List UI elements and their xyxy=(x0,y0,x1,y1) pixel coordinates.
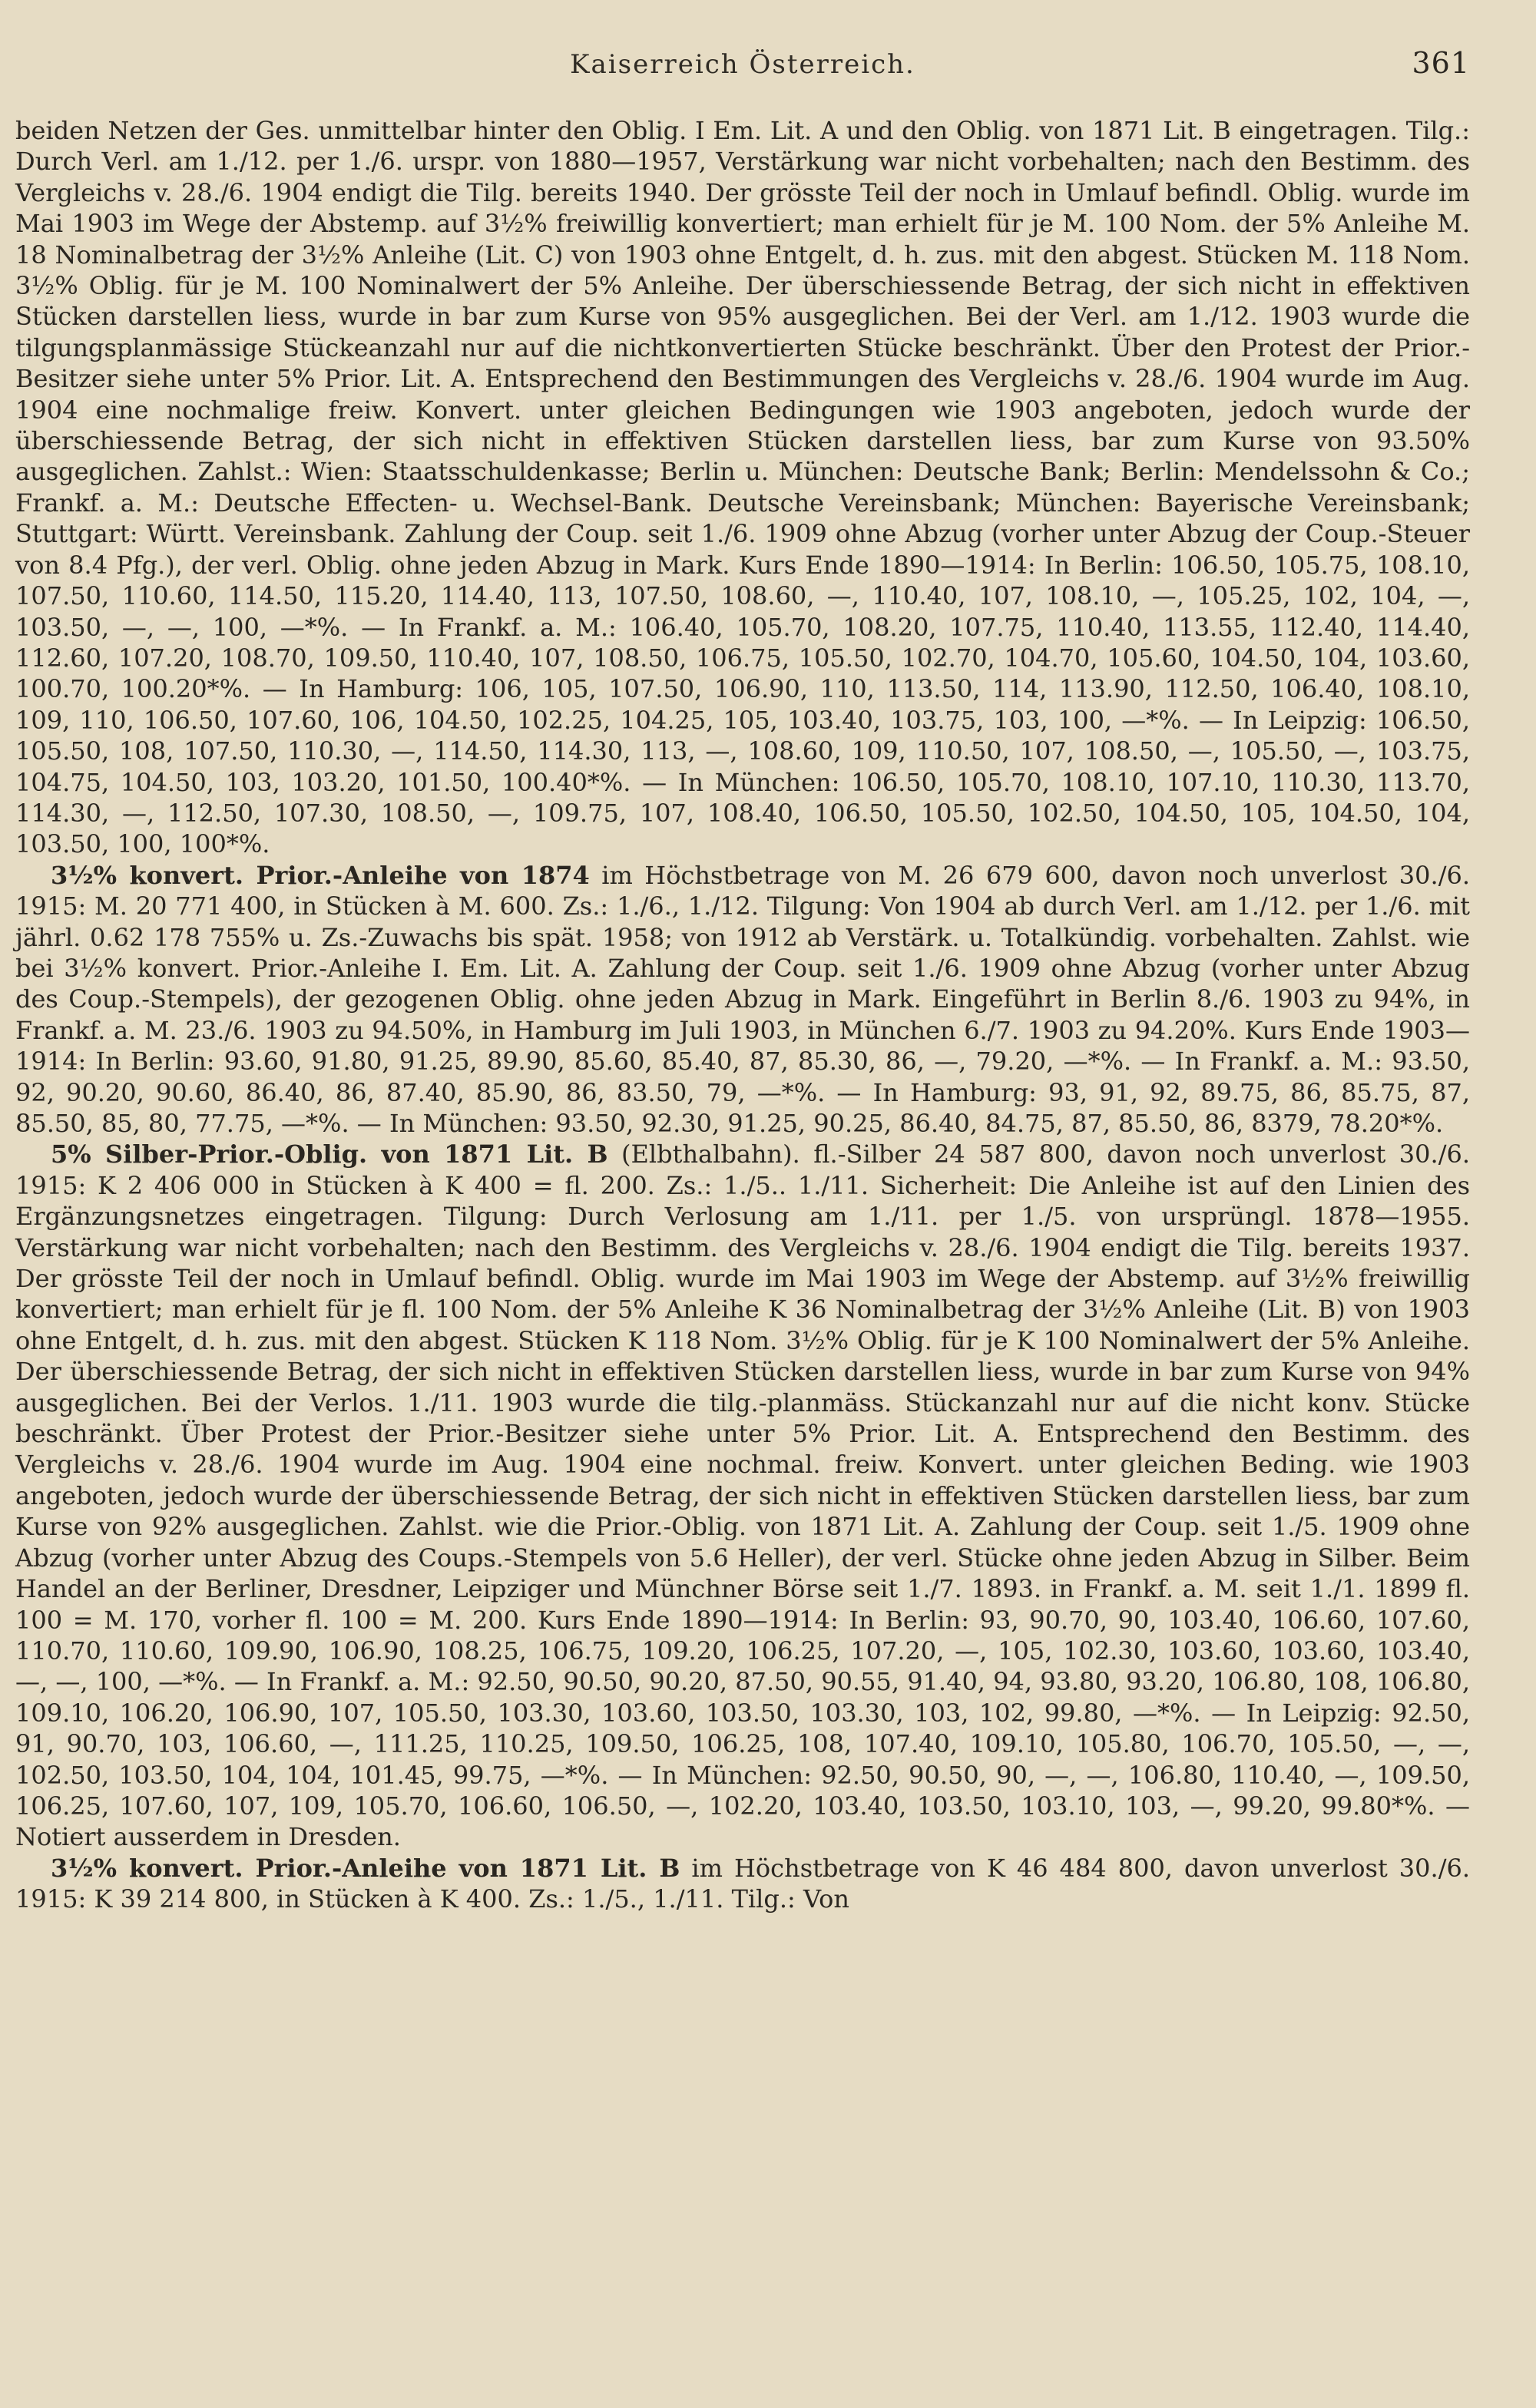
body-text xyxy=(15,115,1470,1915)
paragraph-anleihe-1871-lit-b xyxy=(15,1853,1470,1915)
paragraph-text: im Höchstbetrage von K 46 484 800, davon unverlost 30./6. 1915: K 39 214 800, in Stücken à K 400. Zs.: 1./5., 1./11. Tilg.: Von xyxy=(15,1853,1470,1914)
paragraph-heading: 3½% konvert. Prior.-Anleihe von 1874 xyxy=(51,860,590,890)
paragraph-text: beiden Netzen der Ges. unmittelbar hinter den Oblig. I Em. Lit. A und den Oblig. von 1871 Lit. B eingetragen. Tilg.: Durch Verl. am 1./12. per 1./6. urspr. von 1880—1957, Verstärkung war nicht vorbehalten; nach den Bestimm. des Vergleichs v. 28./6. 1904 endigt die Tilg. bereits 1940. Der grösste Teil der noch in Umlauf befindl. Oblig. wurde im Mai 1903 im Wege der Abstemp. auf 3½% freiwillig konvertiert; man erhielt für je M. 100 Nom. der 5% Anleihe M. 18 Nominalbetrag der 3½% Anleihe (Lit. C) von 1903 ohne Entgelt, d. h. zus. mit den abgest. Stücken M. 118 Nom. 3½% Oblig. für je M. 100 Nominalwert der 5% Anleihe. Der überschiessende Betrag, der sich nicht in effektiven Stücken darstellen liess, wurde in bar zum Kurse von 95% ausgeglichen. Bei der Verl. am 1./12. 1903 wurde die tilgungsplanmässige Stückeanzahl nur auf die nichtkonvertierten Stücke beschränkt. Über den Protest der Prior.-Besitzer siehe unter 5% Prior. Lit. A. Entsprechend den Bestimmungen des Vergleichs v. 28./6. 1904 wurde im Aug. 1904 eine nochmalige freiw. Konvert. unter gleichen Bedingungen wie 1903 angeboten, jedoch wurde der überschiessende Betrag, der sich nicht in effektiven Stücken darstellen liess, bar zum Kurse von 93.50% ausgeglichen. Zahlst.: Wien: Staatsschuldenkasse; Berlin u. München: Deutsche Bank; Berlin: Mendelssohn & Co.; Frankf. a. M.: Deutsche Effecten- u. Wechsel-Bank. Deutsche Vereinsbank; München: Bayerische Vereinsbank; Stuttgart: Württ. Vereinsbank. Zahlung der Coup. seit 1./6. 1909 ohne Abzug (vorher unter Abzug der Coup.-Steuer von 8.4 Pfg.), der verl. Oblig. ohne jeden Abzug in Mark. Kurs Ende 1890—1914: In Berlin: 106.50, 105.75, 108.10, 107.50, 110.60, 114.50, 115.20, 114.40, 113, 107.50, 108.60, —, 110.40, 107, 108.10, —, 105.25, 102, 104, —, 103.50, —, —, 100, —*%. — In Frankf. a. M.: 106.40, 105.70, 108.20, 107.75, 110.40, 113.55, 112.40, 114.40, 112.60, 107.20, 108.70, 109.50, 110.40, 107, 108.50, 106.75, 105.50, 102.70, 104.70, 105.60, 104.50, 104, 103.60, 100.70, 100.20*%. — In Hamburg: 106, 105, 107.50, 106.90, 110, 113.50, 114, 113.90, 112.50, 106.40, 108.10, 109, 110, 106.50, 107.60, 106, 104.50, 102.25, 104.25, 105, 103.40, 103.75, 103, 100, —*%. — In Leipzig: 106.50, 105.50, 108, 107.50, 110.30, —, 114.50, 114.30, 113, —, 108.60, 109, 110.50, 107, 108.50, —, 105.50, —, 103.75, 104.75, 104.50, 103, 103.20, 101.50, 100.40*%. — In München: 106.50, 105.70, 108.10, 107.10, 110.30, 113.70, 114.30, —, 112.50, 107.30, 108.50, —, 109.75, 107, 108.40, 106.50, 105.50, 102.50, 104.50, 105, 104.50, 104, 103.50, 100, 100*%. xyxy=(15,116,1470,859)
paragraph-text: im Höchstbetrage von M. 26 679 600, davon noch unverlost 30./6. 1915: M. 20 771 400, in Stücken à M. 600. Zs.: 1./6., 1./12. Tilgung: Von 1904 ab durch Verl. am 1./12. per 1./6. mit jährl. 0.62 178 755% u. Zs.-Zuwachs bis spät. 1958; von 1912 ab Verstärk. u. Totalkündig. vorbehalten. Zahlst. wie bei 3½% konvert. Prior.-Anleihe I. Em. Lit. A. Zahlung der Coup. seit 1./6. 1909 ohne Abzug (vorher unter Abzug des Coup.-Stempels), der gezogenen Oblig. ohne jeden Abzug in Mark. Eingeführt in Berlin 8./6. 1903 zu 94%, in Frankf. a. M. 23./6. 1903 zu 94.50%, in Hamburg im Juli 1903, in München 6./7. 1903 zu 94.20%. Kurs Ende 1903—1914: In Berlin: 93.60, 91.80, 91.25, 89.90, 85.60, 85.40, 87, 85.30, 86, —, 79.20, —*%. — In Frankf. a. M.: 93.50, 92, 90.20, 90.60, 86.40, 86, 87.40, 85.90, 86, 83.50, 79, —*%. — In Hamburg: 93, 91, 92, 89.75, 86, 85.75, 87, 85.50, 85, 80, 77.75, —*%. — In München: 93.50, 92.30, 91.25, 90.25, 86.40, 84.75, 87, 85.50, 86, 8379, 78.20*%. xyxy=(15,860,1471,1138)
paragraph-anleihe-1874 xyxy=(15,860,1470,1140)
paragraph-heading: 3½% konvert. Prior.-Anleihe von 1871 Lit. B xyxy=(51,1853,680,1883)
page-header xyxy=(15,0,1470,115)
paragraph-text: (Elbthalbahn). fl.-Silber 24 587 800, davon noch unverlost 30./6. 1915: K 2 406 000 in Stücken à K 400 = fl. 200. Zs.: 1./5.. 1./11. Sicherheit: Die Anleihe ist auf den Linien des Ergänzungsnetzes eingetragen. Tilgung: Durch Verlosung am 1./11. per 1./5. von ursprüngl. 1878—1955. Verstärkung war nicht vorbehalten; nach den Bestimm. des Vergleichs v. 28./6. 1904 endigt die Tilg. bereits 1937. Der grösste Teil der noch in Umlauf befindl. Oblig. wurde im Mai 1903 im Wege der Abstemp. auf 3½% freiwillig konvertiert; man erhielt für je fl. 100 Nom. der 5% Anleihe K 36 Nominalbetrag der 3½% Anleihe (Lit. B) von 1903 ohne Entgelt, d. h. zus. mit den abgest. Stücken K 118 Nom. 3½% Oblig. für je K 100 Nominalwert der 5% Anleihe. Der überschiessende Betrag, der sich nicht in effektiven Stücken darstellen liess, wurde in bar zum Kurse von 94% ausgeglichen. Bei der Verlos. 1./11. 1903 wurde die tilg.-planmäss. Stückanzahl nur auf die nicht konv. Stücke beschränkt. Über Protest der Prior.-Besitzer siehe unter 5% Prior. Lit. A. Entsprechend den Bestimm. des Vergleichs v. 28./6. 1904 wurde im Aug. 1904 eine nochmal. freiw. Konvert. unter gleichen Beding. wie 1903 angeboten, jedoch wurde der überschiessende Betrag, der sich nicht in effektiven Stücken darstellen liess, bar zum Kurse von 92% ausgeglichen. Zahlst. wie die Prior.-Oblig. von 1871 Lit. A. Zahlung der Coup. seit 1./5. 1909 ohne Abzug (vorher unter Abzug des Coups.-Stempels von 5.6 Heller), der verl. Stücke ohne jeden Abzug in Silber. Beim Handel an der Berliner, Dresdner, Leipziger und Münchner Börse seit 1./7. 1893. in Frankf. a. M. seit 1./1. 1899 fl. 100 = M. 170, vorher fl. 100 = M. 200. Kurs Ende 1890—1914: In Berlin: 93, 90.70, 90, 103.40, 106.60, 107.60, 110.70, 110.60, 109.90, 106.90, 108.25, 106.75, 109.20, 106.25, 107.20, —, 105, 102.30, 103.60, 103.60, 103.40, —, —, 100, —*%. — In Frankf. a. M.: 92.50, 90.50, 90.20, 87.50, 90.55, 91.40, 94, 93.80, 93.20, 106.80, 108, 106.80, 109.10, 106.20, 106.90, 107, 105.50, 103.30, 103.60, 103.50, 103.30, 103, 102, 99.80, —*%. — In Leipzig: 92.50, 91, 90.70, 103, 106.60, —, 111.25, 110.25, 109.50, 106.25, 108, 107.40, 109.10, 105.80, 106.70, 105.50, —, —, 102.50, 103.50, 104, 104, 101.45, 99.75, —*%. — In München: 92.50, 90.50, 90, —, —, 106.80, 110.40, —, 109.50, 106.25, 107.60, 107, 109, 105.70, 106.60, 106.50, —, 102.20, 103.40, 103.50, 103.10, 103, —, 99.20, 99.80*%. — Notiert ausserdem in Dresden. xyxy=(15,1140,1471,1852)
paragraph-silber-prior-1871 xyxy=(15,1139,1470,1852)
running-title: Kaiserreich Österreich. xyxy=(570,49,915,80)
paragraph-continuation xyxy=(15,115,1470,860)
paragraph-heading: 5% Silber-Prior.-Oblig. von 1871 Lit. B xyxy=(51,1140,608,1169)
page-number: 361 xyxy=(1412,46,1470,80)
